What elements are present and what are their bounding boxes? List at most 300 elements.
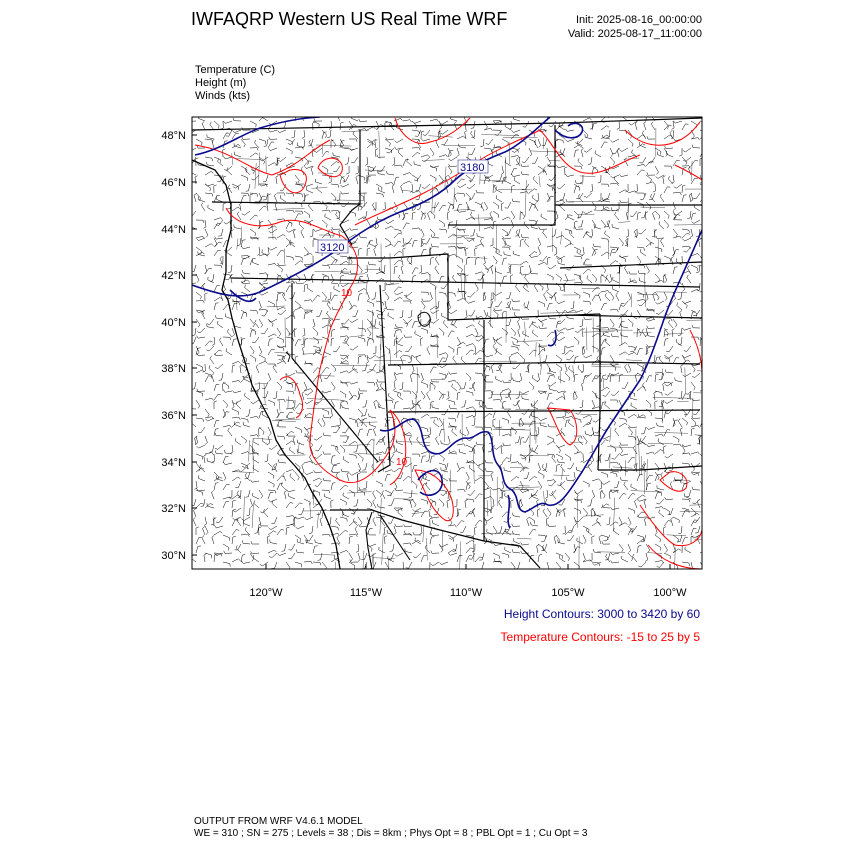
lon-label-110: 110°W bbox=[449, 587, 483, 599]
wind-barb bbox=[427, 347, 430, 356]
wind-barb bbox=[232, 207, 240, 211]
wind-barb bbox=[682, 418, 688, 425]
wind-barb bbox=[457, 463, 460, 472]
county-line bbox=[569, 201, 606, 202]
wind-barb bbox=[313, 319, 315, 328]
wind-barb bbox=[521, 164, 529, 167]
wind-barb bbox=[532, 330, 538, 337]
wind-barb bbox=[678, 391, 682, 399]
wind-barb bbox=[601, 291, 610, 294]
wind-barb bbox=[639, 278, 646, 283]
wind-barb bbox=[204, 517, 207, 526]
wind-barb bbox=[232, 361, 241, 364]
wind-barb bbox=[454, 122, 457, 131]
wind-barb bbox=[655, 401, 658, 409]
wind-barb bbox=[545, 490, 548, 498]
wind-barb bbox=[583, 232, 589, 238]
wind-barb bbox=[322, 409, 329, 415]
wind-barb bbox=[203, 526, 206, 535]
wind-barb bbox=[253, 466, 259, 473]
wind-barb bbox=[583, 526, 589, 533]
county-line bbox=[613, 467, 633, 468]
wind-barb bbox=[268, 194, 271, 202]
wind-barb bbox=[513, 531, 521, 535]
wind-barb bbox=[644, 500, 646, 509]
wind-barb bbox=[524, 472, 529, 479]
wind-barb bbox=[322, 301, 330, 304]
wind-barb bbox=[675, 378, 682, 383]
wind-barb bbox=[207, 319, 214, 325]
wind-barb bbox=[367, 292, 369, 301]
wind-barb bbox=[621, 324, 628, 329]
wind-barb bbox=[253, 493, 259, 499]
wind-barb bbox=[250, 330, 255, 337]
wind-barb bbox=[313, 121, 319, 127]
wind-barb bbox=[273, 391, 277, 399]
wind-barb bbox=[340, 327, 348, 330]
wind-barb bbox=[610, 148, 613, 157]
wind-barb bbox=[655, 211, 660, 219]
wind-barb bbox=[331, 295, 338, 301]
county-line bbox=[244, 496, 245, 526]
wind-barb bbox=[214, 384, 219, 391]
wind-barb bbox=[439, 463, 446, 468]
wind-barb bbox=[206, 346, 214, 351]
wind-barb bbox=[457, 193, 465, 197]
wind-barb bbox=[592, 274, 597, 282]
wind-barb bbox=[475, 248, 478, 256]
wind-barb bbox=[637, 164, 646, 166]
wind-barb bbox=[245, 167, 250, 175]
wind-barb bbox=[253, 259, 260, 265]
wind-barb bbox=[385, 470, 394, 472]
county-line bbox=[487, 500, 488, 516]
wind-barb bbox=[280, 195, 286, 202]
wind-barb bbox=[343, 175, 349, 181]
wind-barb bbox=[673, 229, 677, 237]
wind-barb bbox=[439, 499, 444, 507]
wind-barb bbox=[331, 162, 339, 167]
wind-barb bbox=[250, 355, 256, 362]
wind-barb bbox=[691, 138, 700, 141]
county-line bbox=[654, 432, 688, 433]
wind-barb bbox=[588, 157, 592, 165]
wind-barb bbox=[417, 437, 421, 445]
wind-barb bbox=[268, 373, 271, 382]
wind-barb bbox=[388, 313, 394, 319]
wind-barb bbox=[592, 287, 600, 292]
wind-barb bbox=[430, 229, 435, 237]
wind-barb bbox=[494, 425, 502, 428]
wind-barb bbox=[260, 523, 268, 526]
longitude-labels bbox=[249, 587, 687, 599]
wind-barb bbox=[490, 238, 493, 246]
wind-barb bbox=[385, 148, 392, 153]
wind-barb bbox=[682, 445, 685, 454]
wind-barb bbox=[512, 174, 521, 176]
county-line bbox=[310, 503, 311, 518]
wind-barb bbox=[268, 550, 277, 553]
county-line bbox=[583, 331, 614, 332]
wind-barb bbox=[655, 553, 661, 559]
wind-barb bbox=[454, 499, 457, 507]
wind-barb bbox=[421, 273, 430, 276]
wind-barb bbox=[509, 121, 512, 129]
wind-barb bbox=[547, 193, 550, 202]
wind-barb bbox=[259, 411, 264, 418]
wind-barb bbox=[288, 139, 295, 145]
wind-barb bbox=[295, 340, 301, 346]
wind-barb bbox=[547, 393, 552, 400]
wind-barb bbox=[447, 500, 450, 508]
wind-barb bbox=[630, 395, 637, 400]
county-line bbox=[473, 450, 474, 484]
wind-barb bbox=[305, 400, 313, 404]
wind-barb bbox=[259, 309, 267, 312]
wind-barb bbox=[304, 339, 308, 347]
wind-barb bbox=[683, 148, 691, 152]
wind-barb bbox=[653, 292, 655, 301]
wind-barb bbox=[520, 239, 524, 247]
wind-barb bbox=[655, 535, 661, 542]
wind-barb bbox=[605, 454, 610, 461]
wind-barb bbox=[350, 472, 359, 475]
wind-barb bbox=[664, 521, 671, 527]
wind-barb bbox=[646, 161, 654, 166]
county-line bbox=[517, 538, 532, 539]
wind-barb bbox=[287, 490, 296, 492]
wind-barb bbox=[692, 416, 700, 419]
wind-barb bbox=[277, 400, 285, 403]
wind-barb bbox=[575, 490, 583, 494]
wind-barb bbox=[322, 233, 330, 238]
wind-barb bbox=[304, 427, 309, 435]
wind-barb bbox=[251, 480, 260, 483]
wind-barb bbox=[313, 346, 320, 351]
wind-barb bbox=[692, 373, 700, 378]
wind-barb bbox=[592, 490, 595, 499]
wind-barb bbox=[610, 472, 617, 477]
wind-barb bbox=[610, 319, 614, 327]
wind-barb bbox=[638, 229, 646, 234]
wind-barb bbox=[322, 166, 328, 173]
wind-barb bbox=[262, 114, 268, 121]
wind-barb bbox=[259, 273, 267, 276]
wind-barb bbox=[388, 517, 394, 523]
wind-barb bbox=[323, 478, 331, 481]
wind-barb bbox=[700, 379, 708, 382]
wind-barb bbox=[547, 508, 551, 516]
wind-barb bbox=[302, 139, 305, 147]
wind-barb bbox=[610, 247, 618, 250]
wind-barb bbox=[422, 298, 430, 301]
wind-barb bbox=[547, 436, 553, 442]
wind-barb bbox=[566, 174, 575, 177]
wind-barb bbox=[354, 499, 359, 506]
wind-barb bbox=[448, 202, 454, 209]
wind-barb bbox=[353, 131, 358, 139]
map-title: IWFAQRP Western US Real Time WRF bbox=[191, 9, 508, 29]
wind-barb bbox=[520, 373, 522, 382]
wind-barb bbox=[655, 374, 659, 382]
wind-barb bbox=[692, 220, 700, 223]
wind-barb bbox=[412, 148, 420, 151]
wind-barb bbox=[624, 266, 628, 274]
wind-barb bbox=[409, 490, 412, 498]
wind-barb bbox=[250, 259, 256, 266]
county-line bbox=[369, 328, 379, 329]
wind-barb bbox=[646, 452, 655, 454]
wind-barb bbox=[349, 441, 357, 445]
wind-barb bbox=[303, 347, 306, 356]
county-line bbox=[232, 153, 233, 165]
wind-barb bbox=[538, 555, 542, 563]
wind-barb bbox=[318, 419, 322, 427]
county-line bbox=[563, 280, 575, 281]
wind-barb bbox=[296, 409, 304, 414]
wind-barb bbox=[439, 418, 443, 426]
wind-barb bbox=[333, 346, 340, 352]
wind-barb bbox=[299, 508, 305, 515]
wind-barb bbox=[439, 328, 444, 336]
wind-barb bbox=[269, 553, 277, 558]
wind-barb bbox=[431, 244, 439, 247]
wind-barb bbox=[511, 220, 514, 229]
wind-barb bbox=[268, 226, 277, 229]
wind-barb bbox=[362, 400, 367, 407]
wind-barb bbox=[322, 534, 330, 537]
wind-barb bbox=[611, 207, 619, 211]
county-line bbox=[498, 189, 532, 190]
wind-barb bbox=[250, 435, 259, 438]
wind-barb bbox=[655, 292, 659, 300]
wind-barb bbox=[297, 440, 304, 445]
wind-barb bbox=[644, 121, 646, 130]
wind-barb bbox=[514, 538, 520, 544]
wind-barb bbox=[323, 451, 331, 454]
wind-barb bbox=[679, 148, 682, 156]
wind-barb bbox=[620, 200, 628, 203]
wind-barb bbox=[403, 391, 411, 394]
wind-barb bbox=[457, 555, 462, 562]
wind-barb bbox=[439, 544, 443, 552]
wind-barb bbox=[242, 561, 251, 564]
wind-barb bbox=[318, 553, 323, 560]
wind-barb bbox=[304, 274, 307, 283]
wind-barb bbox=[637, 170, 645, 175]
wind-barb bbox=[355, 527, 358, 536]
wind-barb bbox=[578, 437, 583, 445]
wind-barb bbox=[307, 187, 313, 193]
wind-barb bbox=[610, 309, 618, 312]
wind-barb bbox=[263, 391, 268, 398]
wind-barb bbox=[414, 161, 421, 166]
wind-barb bbox=[700, 274, 708, 277]
wind-barb bbox=[304, 247, 309, 255]
wind-barb bbox=[660, 194, 664, 202]
wind-barb bbox=[357, 419, 360, 428]
wind-barb bbox=[260, 282, 269, 285]
wind-barb bbox=[340, 445, 345, 453]
wind-barb bbox=[530, 255, 539, 258]
wind-barb bbox=[435, 257, 439, 265]
wind-barb bbox=[472, 418, 475, 426]
wind-barb bbox=[480, 239, 484, 247]
wind-barb bbox=[499, 490, 502, 498]
wind-barb bbox=[547, 332, 555, 337]
county-line bbox=[344, 148, 354, 149]
wind-barb bbox=[340, 177, 345, 184]
wind-barb bbox=[251, 400, 259, 404]
wind-barb bbox=[601, 142, 607, 148]
wind-barb bbox=[466, 548, 473, 553]
wind-barb bbox=[498, 500, 502, 508]
wind-barb bbox=[394, 251, 402, 256]
wind-barb bbox=[412, 511, 419, 517]
wind-barb bbox=[235, 544, 241, 550]
county-line bbox=[613, 498, 614, 532]
wind-barb bbox=[295, 193, 303, 197]
wind-barb bbox=[313, 229, 322, 231]
wind-barb bbox=[655, 492, 661, 499]
wind-barb bbox=[205, 244, 213, 247]
county-line bbox=[252, 503, 253, 528]
wind-barb bbox=[529, 421, 536, 427]
wind-barb bbox=[223, 400, 228, 408]
wind-barb bbox=[620, 477, 628, 481]
wind-barb bbox=[512, 307, 520, 310]
wind-barb bbox=[508, 373, 511, 381]
wind-barb bbox=[196, 527, 199, 535]
wind-barb bbox=[601, 220, 606, 228]
wind-barb bbox=[308, 203, 313, 211]
wind-barb bbox=[505, 178, 511, 184]
wind-barb bbox=[673, 444, 681, 447]
wind-barb bbox=[435, 301, 439, 309]
wind-barb bbox=[277, 355, 284, 359]
wind-barb bbox=[322, 325, 331, 328]
wind-barb bbox=[556, 211, 558, 220]
wind-barb bbox=[530, 433, 538, 437]
wind-barb bbox=[299, 221, 304, 229]
wind-barb bbox=[402, 238, 405, 246]
wind-barb bbox=[214, 265, 222, 268]
wind-barb bbox=[271, 562, 277, 569]
wind-barb bbox=[640, 463, 647, 469]
county-line bbox=[275, 419, 301, 420]
wind-barb bbox=[582, 247, 585, 256]
wind-barb bbox=[503, 406, 511, 409]
wind-barb bbox=[358, 276, 363, 283]
wind-barb bbox=[458, 288, 466, 292]
wind-barb bbox=[556, 355, 562, 362]
wind-barb bbox=[442, 474, 448, 481]
wind-barb bbox=[448, 553, 457, 555]
wind-barb bbox=[685, 547, 691, 553]
wind-barb bbox=[295, 404, 302, 409]
wind-barb bbox=[373, 518, 376, 527]
wind-barb bbox=[330, 409, 333, 418]
wind-barb bbox=[646, 265, 649, 273]
wind-barb bbox=[586, 528, 592, 535]
wind-barb bbox=[394, 177, 399, 184]
wind-barb bbox=[565, 454, 571, 461]
wind-barb bbox=[430, 456, 435, 463]
wind-barb bbox=[305, 415, 313, 419]
wind-barb bbox=[511, 346, 518, 351]
county-line bbox=[379, 131, 380, 159]
wind-barb bbox=[502, 401, 506, 409]
wind-barb bbox=[450, 423, 458, 427]
wind-barb bbox=[216, 517, 223, 523]
wind-barb bbox=[394, 165, 402, 168]
wind-barb bbox=[304, 499, 310, 505]
wind-barb bbox=[646, 238, 651, 246]
wind-barb bbox=[475, 272, 484, 274]
wind-barb bbox=[196, 236, 205, 238]
wind-barb bbox=[529, 517, 535, 524]
wind-barb bbox=[250, 148, 258, 151]
wind-barb bbox=[226, 348, 232, 355]
wind-barb bbox=[485, 355, 494, 357]
wind-barb bbox=[286, 408, 294, 411]
wind-barb bbox=[687, 211, 691, 219]
wind-barb bbox=[290, 240, 296, 247]
temp-label-10b: 10 bbox=[396, 457, 408, 468]
wind-barb bbox=[620, 148, 628, 152]
wind-barb bbox=[315, 539, 322, 544]
wind-barb bbox=[598, 193, 601, 201]
wind-barb bbox=[510, 275, 513, 283]
wind-barb bbox=[277, 382, 282, 390]
wind-barb bbox=[206, 418, 215, 421]
wind-barb bbox=[569, 420, 575, 427]
wind-barb bbox=[619, 352, 628, 355]
wind-barb bbox=[439, 229, 447, 233]
wind-barb bbox=[568, 463, 575, 469]
wind-barb bbox=[241, 166, 247, 173]
wind-barb bbox=[403, 120, 412, 123]
wind-barb bbox=[659, 221, 664, 229]
wind-barb bbox=[259, 319, 263, 327]
wind-barb bbox=[637, 256, 641, 264]
wind-barb bbox=[203, 364, 206, 372]
footer-model-line: OUTPUT FROM WRF V4.6.1 MODEL bbox=[194, 816, 363, 827]
wind-barb bbox=[484, 202, 488, 210]
wind-barb bbox=[245, 490, 250, 497]
wind-barb bbox=[394, 233, 402, 238]
wind-barb bbox=[421, 391, 425, 399]
wind-barb bbox=[359, 119, 367, 122]
county-line bbox=[536, 342, 537, 356]
wind-barb bbox=[693, 310, 700, 316]
county-line bbox=[692, 398, 693, 416]
wind-barb bbox=[196, 292, 201, 299]
wind-barb bbox=[448, 166, 452, 174]
wind-barb bbox=[259, 139, 266, 144]
wind-barb bbox=[320, 373, 322, 382]
wind-barb bbox=[272, 500, 277, 508]
wind-barb bbox=[466, 257, 470, 265]
wind-barb bbox=[342, 405, 349, 409]
wind-barb bbox=[448, 254, 457, 256]
county-line bbox=[411, 457, 412, 483]
wind-barb bbox=[199, 115, 206, 121]
county-line bbox=[427, 538, 428, 561]
wind-barb bbox=[441, 440, 448, 445]
county-line bbox=[666, 535, 686, 536]
wind-barb bbox=[592, 400, 595, 409]
